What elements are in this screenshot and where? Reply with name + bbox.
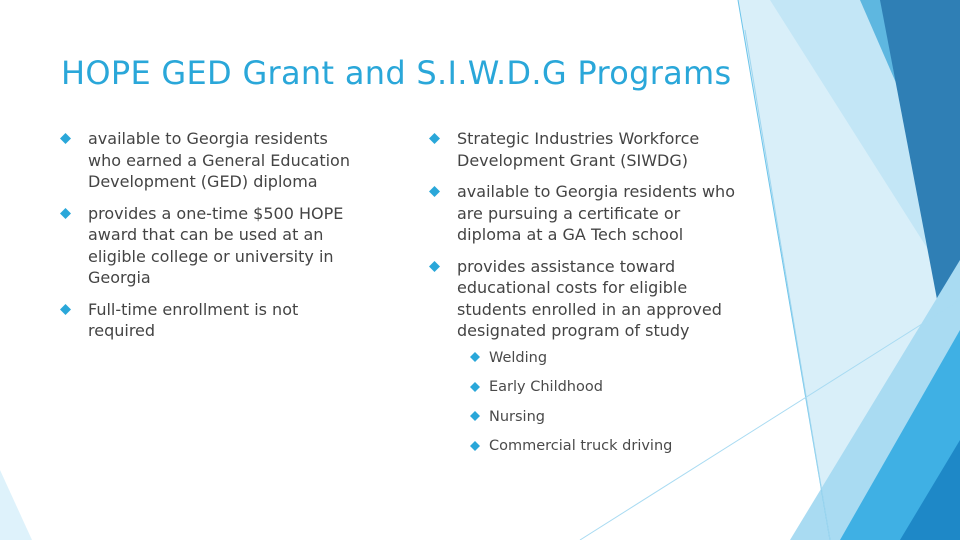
list-item	[60, 128, 360, 193]
bullet-text: Strategic Industries Workforce Development Grant (SIWDG)	[457, 129, 700, 170]
program-sub-list	[469, 348, 729, 457]
list-item	[429, 256, 749, 457]
diamond-icon	[429, 261, 440, 272]
bullet-text: provides assistance toward educational costs for eligible students enrolled in an approved designated program of study	[457, 256, 722, 340]
diamond-icon	[469, 381, 480, 392]
diamond-icon	[469, 352, 480, 363]
program-label: Welding	[489, 349, 548, 366]
list-item	[469, 407, 729, 427]
diamond-icon	[60, 133, 71, 144]
list-item	[429, 128, 749, 171]
diamond-icon	[60, 304, 71, 315]
diamond-icon	[429, 186, 440, 197]
diamond-icon	[429, 133, 440, 144]
diamond-icon	[469, 411, 480, 422]
list-item	[469, 348, 729, 368]
deco-corner-bottom-left-tint	[0, 470, 32, 540]
list-item	[469, 436, 729, 456]
bullet-text: provides a one-time $500 HOPE award that can be used at an eligible college or university in Georgia	[88, 203, 344, 287]
diamond-icon	[60, 208, 71, 219]
bullet-text: available to Georgia residents who are pursuing a certificate or diploma at a GA Tech school	[457, 182, 735, 244]
list-item	[429, 181, 749, 246]
diamond-icon	[469, 440, 480, 451]
right-bullet-list	[429, 128, 749, 466]
program-label: Early Childhood	[489, 379, 603, 395]
list-item	[60, 299, 360, 342]
left-bullet-list	[60, 128, 360, 352]
bullet-text: Full-time enrollment is not required	[88, 299, 299, 340]
program-label: Nursing	[489, 408, 545, 425]
list-item	[469, 377, 729, 397]
slide-title: HOPE GED Grant and S.I.W.D.G Programs	[61, 54, 732, 92]
program-label: Commercial truck driving	[489, 438, 673, 454]
bullet-text: available to Georgia residents who earned a General Education Development (GED) diploma	[88, 129, 350, 191]
list-item	[60, 203, 360, 289]
